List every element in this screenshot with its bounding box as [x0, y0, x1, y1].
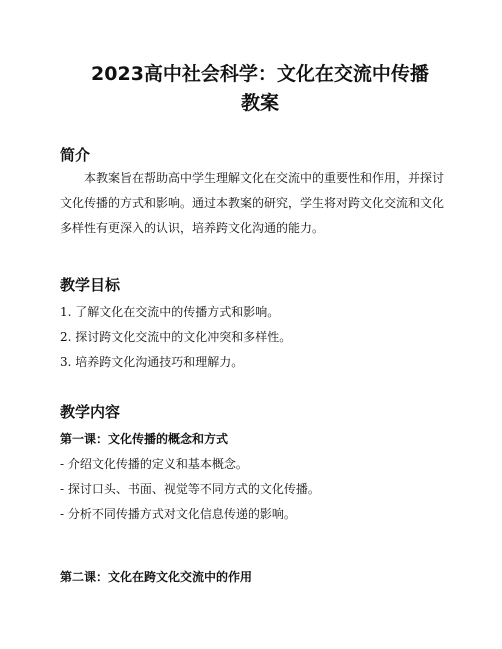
lesson-1-item-3: - 分析不同传播方式对文化信息传递的影响。: [60, 507, 296, 521]
objective-item-1: 1. 了解文化在交流中的传播方式和影响。: [60, 305, 280, 319]
lesson-1-heading: 第一课：文化传播的概念和方式: [60, 432, 229, 446]
content-heading: 教学内容: [60, 403, 121, 421]
lesson-1-item-1: - 介绍文化传播的定义和基本概念。: [60, 457, 248, 471]
title-line-1: 2023高中社会科学：文化在交流中传播: [91, 63, 429, 85]
objectives-heading: 教学目标: [60, 276, 121, 294]
objective-item-3: 3. 培养跨文化沟通技巧和理解力。: [60, 355, 244, 369]
lesson-1-item-2: - 探讨口头、书面、视觉等不同方式的文化传播。: [60, 482, 320, 496]
intro-heading: 简介: [60, 146, 91, 164]
lesson-2-heading: 第二课：文化在跨文化交流中的作用: [60, 570, 253, 584]
objective-item-2: 2. 探讨跨文化交流中的文化冲突和多样性。: [60, 330, 292, 344]
intro-paragraph: 本教案旨在帮助高中学生理解文化在交流中的重要性和作用，并探讨文化传播的方式和影响。通过本教案的研究，学生将对跨文化交流和文化多样性有更深入的认识，培养跨文化沟通的能力。: [60, 171, 445, 235]
title-line-2: 教案: [240, 92, 279, 114]
document-title: [70, 60, 450, 118]
